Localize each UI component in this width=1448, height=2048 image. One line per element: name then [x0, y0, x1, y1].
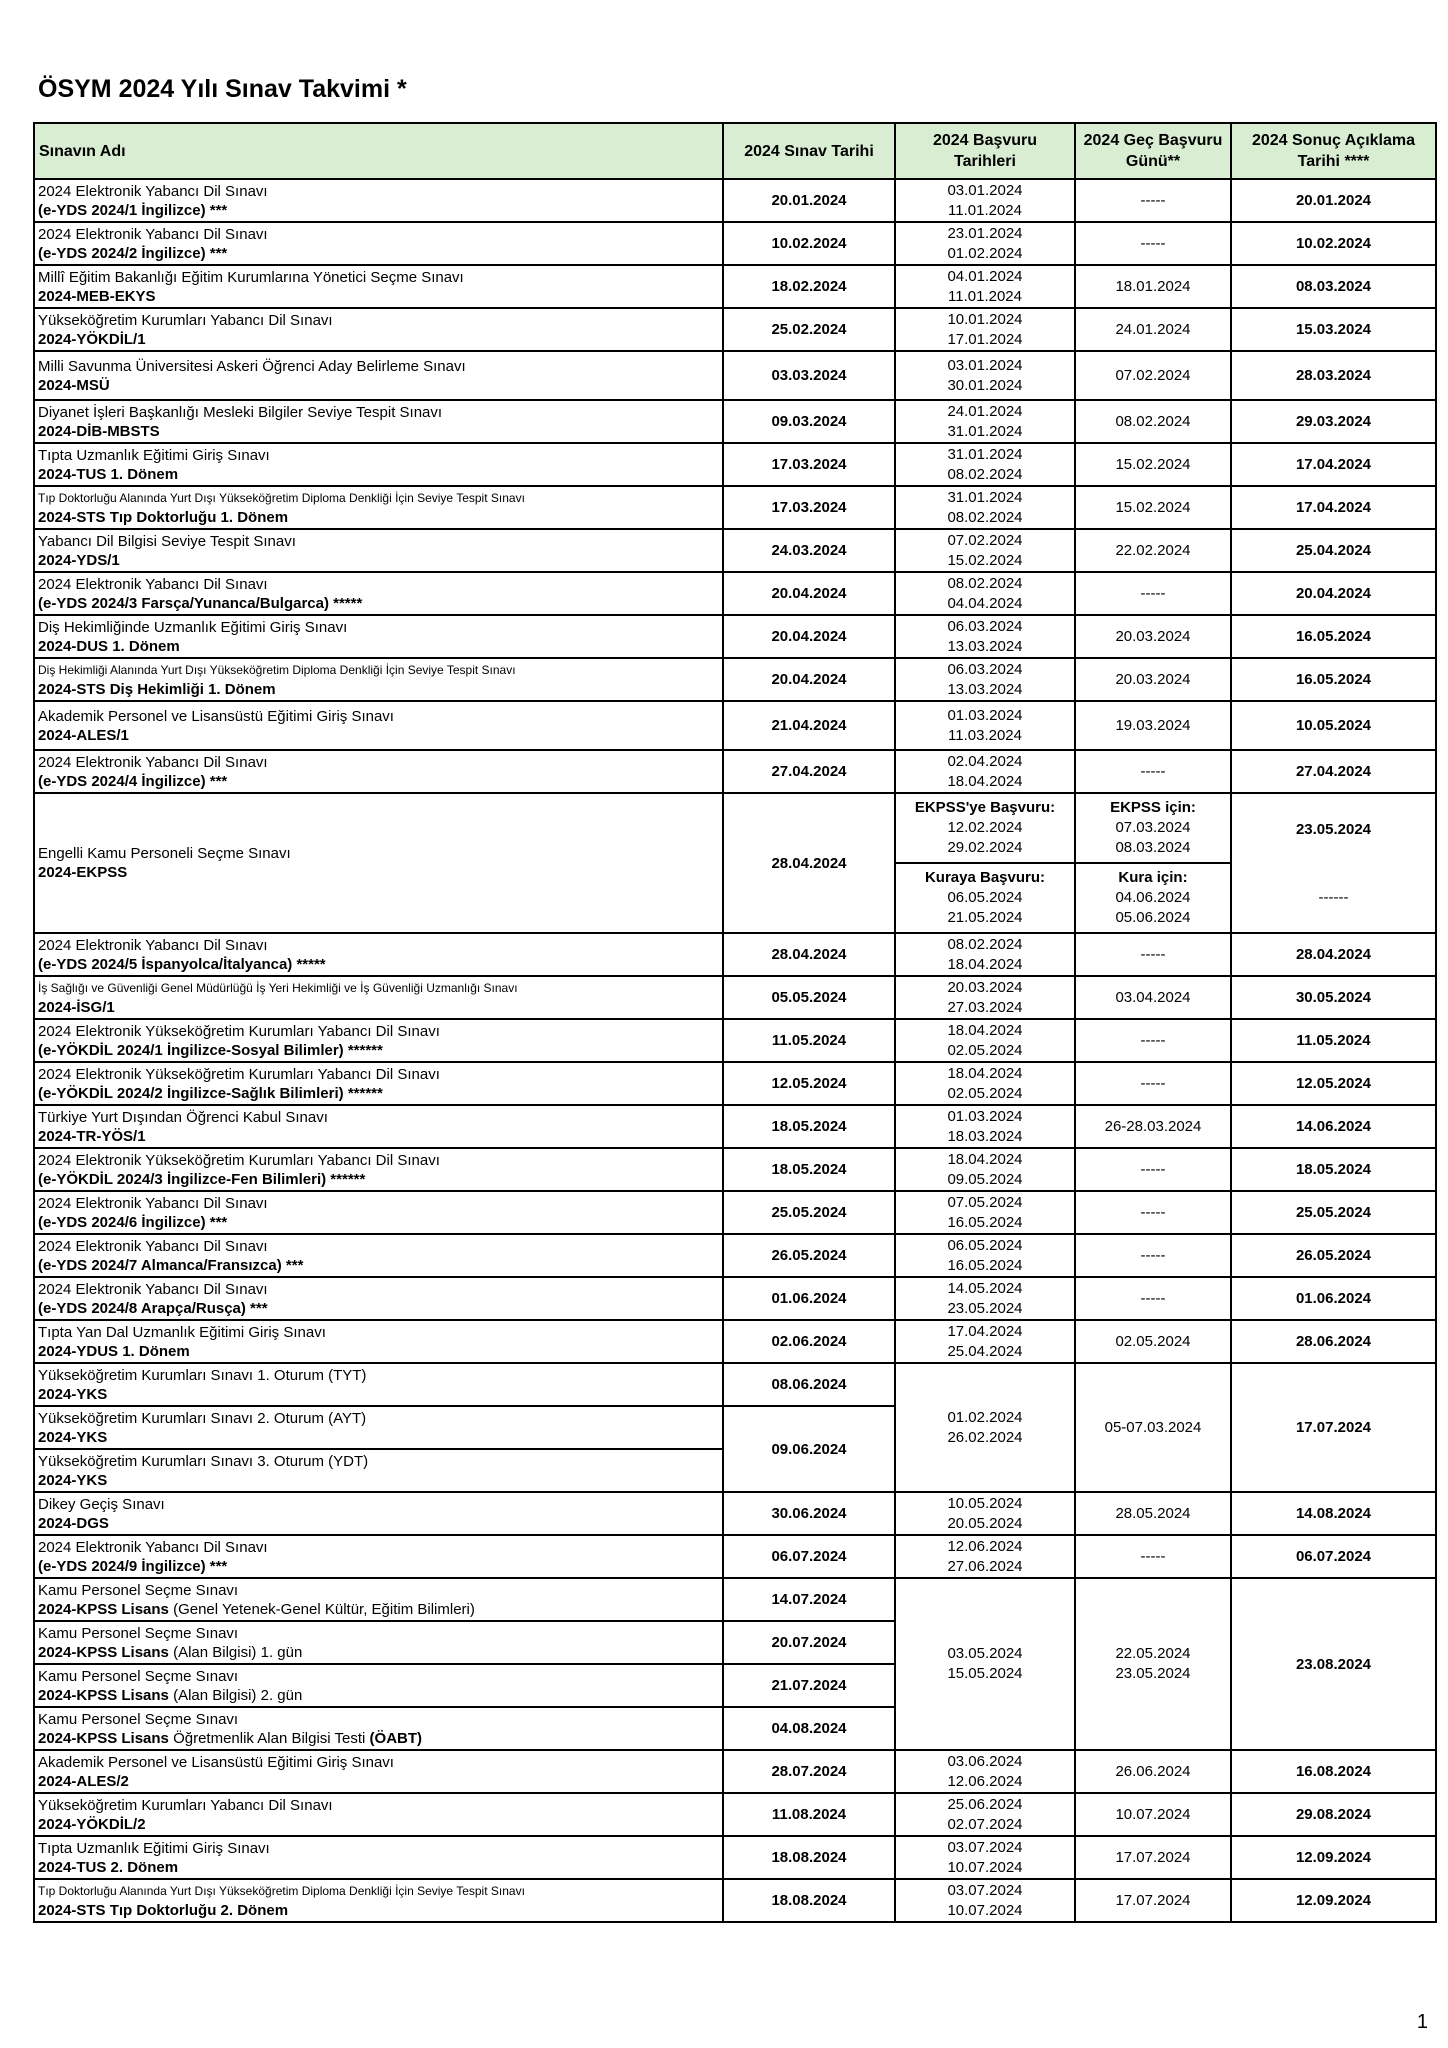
application-dates-cell: 18.04.2024 09.05.2024 [895, 1148, 1075, 1191]
exam-date-cell: 14.07.2024 [723, 1578, 895, 1621]
exam-code: 2024-MSÜ [38, 376, 110, 394]
result-date-cell: 14.06.2024 [1231, 1105, 1436, 1148]
result-date-cell: 15.03.2024 [1231, 308, 1436, 351]
exam-title: Kamu Personel Seçme Sınavı [38, 1667, 239, 1685]
page-number: 1 [1416, 2011, 1428, 2033]
application-dates-cell: 10.05.2024 20.05.2024 [895, 1492, 1075, 1535]
application-dates-cell: 01.03.2024 18.03.2024 [895, 1105, 1075, 1148]
table-row [34, 1277, 1436, 1320]
late-application-cell: 20.03.2024 [1075, 615, 1231, 658]
exam-title: Milli Savunma Üniversitesi Askeri Öğrenci Aday Belirleme Sınavı [38, 357, 466, 375]
exam-date-cell: 17.03.2024 [723, 443, 895, 486]
exam-code: 2024-YÖKDİL/1 [38, 330, 146, 348]
exam-title: Engelli Kamu Personeli Seçme Sınavı [38, 845, 291, 862]
exam-date-cell: 10.02.2024 [723, 222, 895, 265]
result-date-cell: 18.05.2024 [1231, 1148, 1436, 1191]
header-result-date: 2024 Sonuç Açıklama Tarihi **** [1231, 123, 1436, 179]
exam-name-cell [34, 1277, 723, 1320]
exam-date-cell: 02.06.2024 [723, 1320, 895, 1363]
application-dates-cell: 18.04.2024 02.05.2024 [895, 1062, 1075, 1105]
exam-date-cell: 18.02.2024 [723, 265, 895, 308]
exam-date-cell: 18.05.2024 [723, 1148, 895, 1191]
application-dates-cell: EKPSS'ye Başvuru: 12.02.2024 29.02.2024 Kuraya Başvuru: 06.05.2024 21.05.2024 [895, 793, 1075, 933]
exam-name-cell [34, 976, 723, 1019]
exam-code: 2024-DGS [38, 1514, 109, 1532]
exam-date-cell: 08.06.2024 [723, 1363, 895, 1406]
table-row [34, 976, 1436, 1019]
exam-name-cell [34, 1621, 723, 1664]
exam-name-cell [34, 933, 723, 976]
exam-code: 2024-KPSS Lisans (Alan Bilgisi) 2. gün [38, 1686, 303, 1704]
exam-title: Yükseköğretim Kurumları Yabancı Dil Sınavı [38, 311, 333, 329]
table-row [34, 658, 1436, 701]
exam-title: İş Sağlığı ve Güvenliği Genel Müdürlüğü İş Yeri Hekimliği ve İş Güvenliği Uzmanlığı Sınavı [38, 980, 518, 995]
exam-code: 2024-EKPSS [38, 864, 128, 881]
exam-name-cell [34, 1664, 723, 1707]
exam-date-cell: 28.07.2024 [723, 1750, 895, 1793]
result-date-cell: 29.03.2024 [1231, 400, 1436, 443]
table-row [34, 1535, 1436, 1578]
table-row [34, 933, 1436, 976]
exam-date-cell: 18.08.2024 [723, 1879, 895, 1922]
table-row [34, 615, 1436, 658]
exam-name-cell [34, 1879, 723, 1922]
exam-date-cell: 26.05.2024 [723, 1234, 895, 1277]
table-row [34, 222, 1436, 265]
late-application-cell: ----- [1075, 1535, 1231, 1578]
exam-name-cell [34, 1234, 723, 1277]
exam-code: 2024-DUS 1. Dönem [38, 637, 180, 655]
late-application-cell: 26.06.2024 [1075, 1750, 1231, 1793]
application-dates-cell: 20.03.2024 27.03.2024 [895, 976, 1075, 1019]
exam-date-cell: 24.03.2024 [723, 529, 895, 572]
exam-name-cell [34, 658, 723, 701]
exam-title: 2024 Elektronik Yükseköğretim Kurumları Yabancı Dil Sınavı [38, 1151, 440, 1169]
exam-name-cell [34, 222, 723, 265]
exam-code: 2024-YDUS 1. Dönem [38, 1342, 190, 1360]
exam-code: (e-YDS 2024/2 İngilizce) *** [38, 244, 228, 262]
late-application-cell: 15.02.2024 [1075, 486, 1231, 529]
late-application-cell: 17.07.2024 [1075, 1879, 1231, 1922]
exam-date-cell: 20.07.2024 [723, 1621, 895, 1664]
result-date-cell: 17.04.2024 [1231, 443, 1436, 486]
exam-code: 2024-KPSS Lisans (Alan Bilgisi) 1. gün [38, 1643, 303, 1661]
exam-code: (e-YÖKDİL 2024/3 İngilizce-Fen Bilimleri) ****** [38, 1170, 366, 1188]
exam-date-cell: 28.04.2024 [723, 933, 895, 976]
result-date-cell: 01.06.2024 [1231, 1277, 1436, 1320]
result-date-cell: 28.06.2024 [1231, 1320, 1436, 1363]
table-row [34, 443, 1436, 486]
exam-title: 2024 Elektronik Yabancı Dil Sınavı [38, 182, 268, 200]
late-application-cell: 10.07.2024 [1075, 1793, 1231, 1836]
exam-date-cell: 09.03.2024 [723, 400, 895, 443]
table-row [34, 179, 1436, 222]
exam-name-cell [34, 1578, 723, 1621]
exam-title: Tıpta Uzmanlık Eğitimi Giriş Sınavı [38, 1839, 270, 1857]
exam-date-cell: 18.08.2024 [723, 1836, 895, 1879]
table-row [34, 308, 1436, 351]
result-date-cell: 20.01.2024 [1231, 179, 1436, 222]
exam-name-cell [34, 1105, 723, 1148]
exam-code: (e-YDS 2024/7 Almanca/Fransızca) *** [38, 1256, 304, 1274]
exam-title: Diş Hekimliğinde Uzmanlık Eğitimi Giriş Sınavı [38, 618, 348, 636]
table-row [34, 572, 1436, 615]
application-dates-cell: 08.02.2024 04.04.2024 [895, 572, 1075, 615]
exam-date-cell: 30.06.2024 [723, 1492, 895, 1535]
table-row [34, 351, 1436, 400]
late-application-cell: 17.07.2024 [1075, 1836, 1231, 1879]
exam-title: 2024 Elektronik Yabancı Dil Sınavı [38, 225, 268, 243]
result-date-cell: 23.08.2024 [1231, 1578, 1436, 1750]
exam-code: 2024-YDS/1 [38, 551, 120, 569]
exam-name-cell [34, 1363, 723, 1406]
application-dates-cell: 06.05.2024 16.05.2024 [895, 1234, 1075, 1277]
table-row [34, 265, 1436, 308]
exam-name-cell [34, 1406, 723, 1449]
late-application-cell: 08.02.2024 [1075, 400, 1231, 443]
table-row [34, 1793, 1436, 1836]
application-dates-cell: 04.01.2024 11.01.2024 [895, 265, 1075, 308]
exam-title: 2024 Elektronik Yabancı Dil Sınavı [38, 1538, 268, 1556]
application-dates-cell: 03.06.2024 12.06.2024 [895, 1750, 1075, 1793]
exam-title: Tıpta Uzmanlık Eğitimi Giriş Sınavı [38, 446, 270, 464]
exam-name-cell [34, 1062, 723, 1105]
exam-date-cell: 20.01.2024 [723, 179, 895, 222]
late-application-cell: ----- [1075, 1234, 1231, 1277]
exam-date-cell: 11.08.2024 [723, 1793, 895, 1836]
exam-code: 2024-MEB-EKYS [38, 287, 156, 305]
exam-name-cell [34, 1148, 723, 1191]
exam-title: Kamu Personel Seçme Sınavı [38, 1710, 239, 1728]
table-row [34, 1234, 1436, 1277]
application-dates-cell: 18.04.2024 02.05.2024 [895, 1019, 1075, 1062]
application-dates-cell: 07.02.2024 15.02.2024 [895, 529, 1075, 572]
header-exam-name: Sınavın Adı [34, 123, 723, 179]
application-dates-cell: 17.04.2024 25.04.2024 [895, 1320, 1075, 1363]
exam-date-cell: 03.03.2024 [723, 351, 895, 400]
exam-date-cell: 06.07.2024 [723, 1535, 895, 1578]
table-row [34, 1019, 1436, 1062]
exam-code: 2024-ALES/2 [38, 1772, 129, 1790]
exam-title: Millî Eğitim Bakanlığı Eğitim Kurumlarına Yönetici Seçme Sınavı [38, 268, 464, 286]
late-application-cell: 02.05.2024 [1075, 1320, 1231, 1363]
table-row [34, 400, 1436, 443]
exam-name-cell [34, 529, 723, 572]
result-date-cell: 08.03.2024 [1231, 265, 1436, 308]
application-dates-cell: 06.03.2024 13.03.2024 [895, 658, 1075, 701]
table-header-row [34, 123, 1436, 179]
late-application-cell: 22.02.2024 [1075, 529, 1231, 572]
exam-title: Dikey Geçiş Sınavı [38, 1495, 165, 1513]
result-date-cell: 20.04.2024 [1231, 572, 1436, 615]
exam-name-cell [34, 701, 723, 750]
exam-code: 2024-TUS 1. Dönem [38, 465, 179, 483]
exam-name-cell [34, 486, 723, 529]
exam-name-cell [34, 750, 723, 793]
exam-title: Yükseköğretim Kurumları Sınavı 3. Oturum (YDT) [38, 1452, 369, 1470]
exam-code: 2024-DİB-MBSTS [38, 422, 160, 440]
application-dates-cell: 06.03.2024 13.03.2024 [895, 615, 1075, 658]
table-row [34, 1062, 1436, 1105]
exam-name-cell [34, 443, 723, 486]
exam-date-cell: 20.04.2024 [723, 572, 895, 615]
late-application-cell: ----- [1075, 933, 1231, 976]
exam-code: 2024-STS Tıp Doktorluğu 1. Dönem [38, 508, 289, 526]
exam-code: (e-YDS 2024/9 İngilizce) *** [38, 1557, 228, 1575]
exam-title: 2024 Elektronik Yabancı Dil Sınavı [38, 1194, 268, 1212]
exam-name-cell [34, 1535, 723, 1578]
header-application-dates: 2024 Başvuru Tarihleri [895, 123, 1075, 179]
exam-code: 2024-YÖKDİL/2 [38, 1815, 146, 1833]
late-application-cell: 19.03.2024 [1075, 701, 1231, 750]
page-title: ÖSYM 2024 Yılı Sınav Takvimi * [38, 75, 407, 103]
exam-code: (e-YDS 2024/5 İspanyolca/İtalyanca) ***** [38, 955, 326, 973]
late-application-cell: 05-07.03.2024 [1075, 1363, 1231, 1492]
table-row [34, 1191, 1436, 1234]
table-row-yks [34, 1363, 1436, 1406]
exam-title: Yükseköğretim Kurumları Yabancı Dil Sınavı [38, 1796, 333, 1814]
application-dates-cell: 07.05.2024 16.05.2024 [895, 1191, 1075, 1234]
exam-title: Akademik Personel ve Lisansüstü Eğitimi Giriş Sınavı [38, 1753, 394, 1771]
exam-date-cell: 12.05.2024 [723, 1062, 895, 1105]
application-dates-cell: 03.01.2024 30.01.2024 [895, 351, 1075, 400]
application-dates-cell: 01.03.2024 11.03.2024 [895, 701, 1075, 750]
exam-title: Tıp Doktorluğu Alanında Yurt Dışı Yükseköğretim Diploma Denkliği İçin Seviye Tespit Sınavı [38, 490, 525, 505]
table-row-kpss [34, 1578, 1436, 1621]
late-application-cell: 15.02.2024 [1075, 443, 1231, 486]
exam-title: Kamu Personel Seçme Sınavı [38, 1581, 239, 1599]
result-date-cell: 29.08.2024 [1231, 1793, 1436, 1836]
late-application-cell: 07.02.2024 [1075, 351, 1231, 400]
exam-title: 2024 Elektronik Yabancı Dil Sınavı [38, 753, 268, 771]
application-dates-cell: 03.07.2024 10.07.2024 [895, 1836, 1075, 1879]
result-date-cell: 17.07.2024 [1231, 1363, 1436, 1492]
table-row [34, 529, 1436, 572]
late-application-cell: 18.01.2024 [1075, 265, 1231, 308]
exam-code: 2024-İSG/1 [38, 998, 115, 1016]
exam-name-cell [34, 1449, 723, 1492]
exam-date-cell: 18.05.2024 [723, 1105, 895, 1148]
exam-title: 2024 Elektronik Yabancı Dil Sınavı [38, 1280, 268, 1298]
exam-date-cell: 28.04.2024 [723, 793, 895, 933]
late-application-cell: ----- [1075, 179, 1231, 222]
exam-code: 2024-ALES/1 [38, 726, 129, 744]
late-application-cell: ----- [1075, 572, 1231, 615]
result-date-cell: 14.08.2024 [1231, 1492, 1436, 1535]
late-application-cell: 22.05.2024 23.05.2024 [1075, 1578, 1231, 1750]
late-application-cell: ----- [1075, 1062, 1231, 1105]
exam-name-cell [34, 1191, 723, 1234]
exam-date-cell: 04.08.2024 [723, 1707, 895, 1750]
result-date-cell: 16.08.2024 [1231, 1750, 1436, 1793]
result-date-cell: 26.05.2024 [1231, 1234, 1436, 1277]
exam-code: (e-YÖKDİL 2024/1 İngilizce-Sosyal Bilimler) ****** [38, 1041, 383, 1059]
table-row [34, 1105, 1436, 1148]
exam-date-cell: 05.05.2024 [723, 976, 895, 1019]
header-exam-date: 2024 Sınav Tarihi [723, 123, 895, 179]
result-date-cell: 12.09.2024 [1231, 1879, 1436, 1922]
application-dates-cell: 03.07.2024 10.07.2024 [895, 1879, 1075, 1922]
application-dates-cell: 23.01.2024 01.02.2024 [895, 222, 1075, 265]
result-date-cell: 25.05.2024 [1231, 1191, 1436, 1234]
exam-title: Diş Hekimliği Alanında Yurt Dışı Yükseköğretim Diploma Denkliği İçin Seviye Tespit Sınavı [38, 662, 516, 677]
result-date-cell: 10.02.2024 [1231, 222, 1436, 265]
application-dates-cell: 03.05.2024 15.05.2024 [895, 1578, 1075, 1750]
exam-date-cell: 11.05.2024 [723, 1019, 895, 1062]
late-application-cell: 20.03.2024 [1075, 658, 1231, 701]
result-date-cell: 16.05.2024 [1231, 615, 1436, 658]
exam-name-cell [34, 351, 723, 400]
exam-date-cell: 20.04.2024 [723, 658, 895, 701]
exam-title: Yükseköğretim Kurumları Sınavı 1. Oturum (TYT) [38, 1366, 367, 1384]
exam-title: Yükseköğretim Kurumları Sınavı 2. Oturum (AYT) [38, 1409, 367, 1427]
exam-name-cell [34, 1320, 723, 1363]
exam-code: 2024-STS Diş Hekimliği 1. Dönem [38, 680, 276, 698]
result-date-cell: 10.05.2024 [1231, 701, 1436, 750]
exam-date-cell: 21.07.2024 [723, 1664, 895, 1707]
exam-name-cell [34, 1836, 723, 1879]
exam-title: 2024 Elektronik Yabancı Dil Sınavı [38, 575, 268, 593]
result-date-cell: 16.05.2024 [1231, 658, 1436, 701]
late-application-cell: ----- [1075, 1191, 1231, 1234]
application-dates-cell: 31.01.2024 08.02.2024 [895, 443, 1075, 486]
table-row [34, 1492, 1436, 1535]
exam-name-cell [34, 400, 723, 443]
result-date-cell: 06.07.2024 [1231, 1535, 1436, 1578]
exam-name-cell [34, 615, 723, 658]
exam-code: (e-YDS 2024/4 İngilizce) *** [38, 772, 228, 790]
exam-code: (e-YDS 2024/1 İngilizce) *** [38, 201, 228, 219]
exam-name-cell [34, 1707, 723, 1750]
result-date-cell: 30.05.2024 [1231, 976, 1436, 1019]
header-late-application: 2024 Geç Başvuru Günü** [1075, 123, 1231, 179]
exam-title: 2024 Elektronik Yükseköğretim Kurumları Yabancı Dil Sınavı [38, 1022, 440, 1040]
exam-code: (e-YÖKDİL 2024/2 İngilizce-Sağlık Bilimleri) ****** [38, 1084, 383, 1102]
exam-calendar-table [33, 122, 1437, 1923]
exam-code: (e-YDS 2024/3 Farsça/Yunanca/Bulgarca) ***** [38, 594, 363, 612]
exam-name-cell [34, 179, 723, 222]
application-dates-cell: 02.04.2024 18.04.2024 [895, 750, 1075, 793]
application-dates-cell: 24.01.2024 31.01.2024 [895, 400, 1075, 443]
exam-name-cell [34, 793, 723, 933]
exam-title: Akademik Personel ve Lisansüstü Eğitimi Giriş Sınavı [38, 707, 394, 725]
table-row [34, 1320, 1436, 1363]
late-application-cell: 24.01.2024 [1075, 308, 1231, 351]
table-row [34, 1836, 1436, 1879]
exam-code: 2024-KPSS Lisans (Genel Yetenek-Genel Kültür, Eğitim Bilimleri) [38, 1600, 475, 1618]
late-application-cell: ----- [1075, 1019, 1231, 1062]
exam-code: 2024-TR-YÖS/1 [38, 1127, 146, 1145]
result-date-cell: 25.04.2024 [1231, 529, 1436, 572]
exam-date-cell: 21.04.2024 [723, 701, 895, 750]
exam-code: (e-YDS 2024/8 Arapça/Rusça) *** [38, 1299, 268, 1317]
exam-title: 2024 Elektronik Yabancı Dil Sınavı [38, 936, 268, 954]
result-date-cell: 11.05.2024 [1231, 1019, 1436, 1062]
application-dates-cell: 10.01.2024 17.01.2024 [895, 308, 1075, 351]
result-date-cell: 28.04.2024 [1231, 933, 1436, 976]
late-application-cell: 03.04.2024 [1075, 976, 1231, 1019]
exam-date-cell: 25.02.2024 [723, 308, 895, 351]
result-date-cell: 12.09.2024 [1231, 1836, 1436, 1879]
exam-date-cell: 27.04.2024 [723, 750, 895, 793]
exam-name-cell [34, 1793, 723, 1836]
exam-code: 2024-KPSS Lisans Öğretmenlik Alan Bilgisi Testi (ÖABT) [38, 1729, 423, 1747]
exam-title: Yabancı Dil Bilgisi Seviye Tespit Sınavı [38, 532, 296, 550]
application-dates-cell: 12.06.2024 27.06.2024 [895, 1535, 1075, 1578]
exam-date-cell: 01.06.2024 [723, 1277, 895, 1320]
exam-name-cell [34, 265, 723, 308]
late-application-cell: EKPSS için: 07.03.2024 08.03.2024 Kura için: 04.06.2024 05.06.2024 [1075, 793, 1231, 933]
exam-code: 2024-STS Tıp Doktorluğu 2. Dönem [38, 1901, 289, 1919]
result-date-cell: 23.05.2024 ------ [1231, 793, 1436, 933]
table-row [34, 1148, 1436, 1191]
result-date-cell: 17.04.2024 [1231, 486, 1436, 529]
late-application-cell: ----- [1075, 1148, 1231, 1191]
application-dates-cell: 31.01.2024 08.02.2024 [895, 486, 1075, 529]
application-dates-cell: 03.01.2024 11.01.2024 [895, 179, 1075, 222]
table-row [34, 1879, 1436, 1922]
exam-name-cell [34, 1019, 723, 1062]
exam-title: Türkiye Yurt Dışından Öğrenci Kabul Sınavı [38, 1108, 328, 1126]
late-application-cell: ----- [1075, 222, 1231, 265]
late-application-cell: ----- [1075, 1277, 1231, 1320]
result-date-cell: 12.05.2024 [1231, 1062, 1436, 1105]
table-row [34, 486, 1436, 529]
exam-name-cell [34, 572, 723, 615]
exam-name-cell [34, 1492, 723, 1535]
application-dates-cell: 14.05.2024 23.05.2024 [895, 1277, 1075, 1320]
exam-title: 2024 Elektronik Yükseköğretim Kurumları Yabancı Dil Sınavı [38, 1065, 440, 1083]
exam-title: Kamu Personel Seçme Sınavı [38, 1624, 239, 1642]
exam-code: 2024-YKS [38, 1385, 108, 1403]
result-date-cell: 27.04.2024 [1231, 750, 1436, 793]
table-row [34, 750, 1436, 793]
table-row [34, 1750, 1436, 1793]
exam-title: Tıpta Yan Dal Uzmanlık Eğitimi Giriş Sınavı [38, 1323, 326, 1341]
exam-code: 2024-TUS 2. Dönem [38, 1858, 179, 1876]
exam-title: Tıp Doktorluğu Alanında Yurt Dışı Yükseköğretim Diploma Denkliği İçin Seviye Tespit Sınavı [38, 1883, 525, 1898]
table-row [34, 701, 1436, 750]
application-dates-cell: 25.06.2024 02.07.2024 [895, 1793, 1075, 1836]
application-dates-cell: 01.02.2024 26.02.2024 [895, 1363, 1075, 1492]
table-row-ekpss [34, 793, 1436, 933]
exam-code: 2024-YKS [38, 1428, 108, 1446]
exam-code: (e-YDS 2024/6 İngilizce) *** [38, 1213, 228, 1231]
exam-date-cell: 17.03.2024 [723, 486, 895, 529]
application-dates-cell: 08.02.2024 18.04.2024 [895, 933, 1075, 976]
late-application-cell: 26-28.03.2024 [1075, 1105, 1231, 1148]
exam-title: Diyanet İşleri Başkanlığı Mesleki Bilgiler Seviye Tespit Sınavı [38, 403, 443, 421]
exam-code: 2024-YKS [38, 1471, 108, 1489]
exam-date-cell: 25.05.2024 [723, 1191, 895, 1234]
late-application-cell: ----- [1075, 750, 1231, 793]
exam-date-cell: 09.06.2024 [723, 1406, 895, 1492]
exam-title: 2024 Elektronik Yabancı Dil Sınavı [38, 1237, 268, 1255]
exam-name-cell [34, 1750, 723, 1793]
exam-date-cell: 20.04.2024 [723, 615, 895, 658]
exam-name-cell [34, 308, 723, 351]
result-date-cell: 28.03.2024 [1231, 351, 1436, 400]
late-application-cell: 28.05.2024 [1075, 1492, 1231, 1535]
